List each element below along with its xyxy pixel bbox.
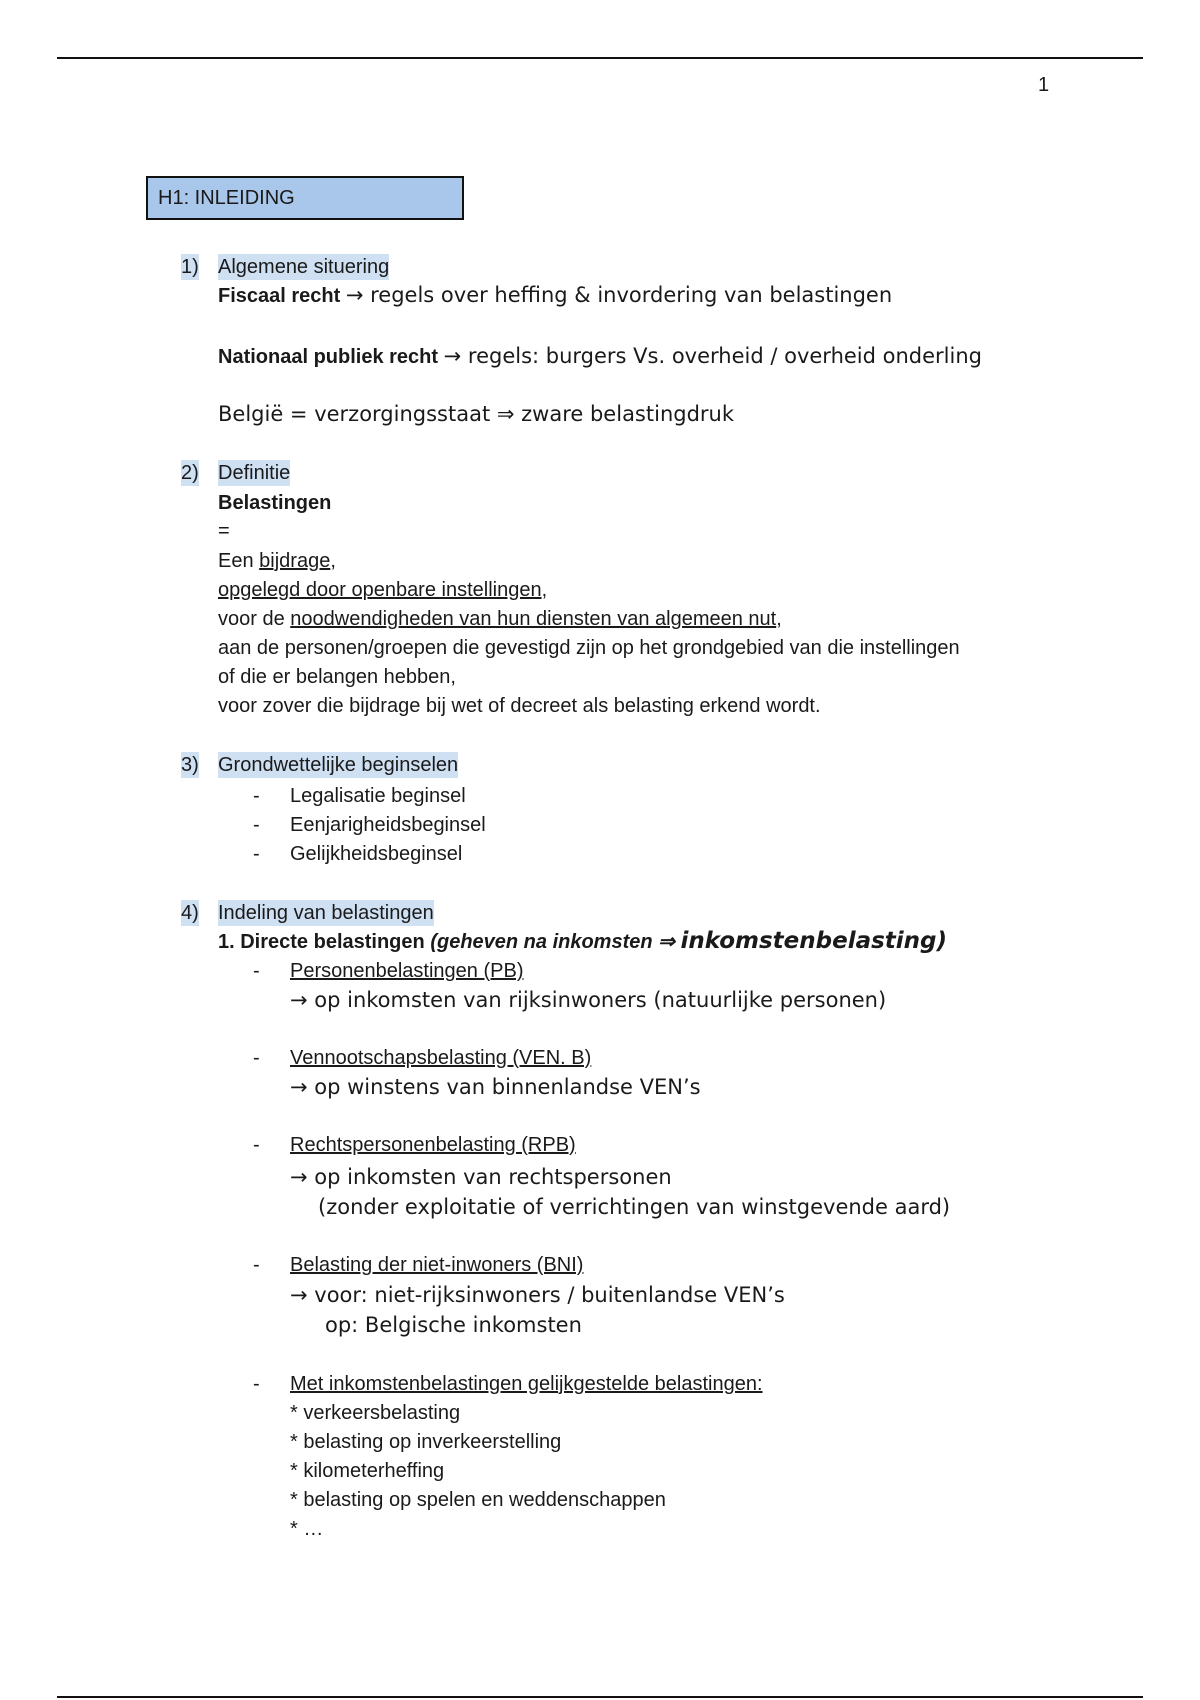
top-rule (57, 57, 1143, 59)
list-dash: - (253, 1047, 260, 1069)
section-2-number: 2) (181, 462, 199, 484)
rpb-title: Rechtspersonenbelasting (RPB) (290, 1134, 576, 1156)
gelijkgestelde-item: * verkeersbelasting (290, 1402, 461, 1424)
page-number: 1 (1038, 74, 1050, 96)
directe-belastingen-note: (geheven na inkomsten ⇒ (430, 931, 681, 953)
definition-line-3-prefix: voor de (218, 608, 291, 630)
beginsel-item: Legalisatie beginsel (290, 785, 466, 807)
gelijkgestelde-item: * … (290, 1518, 324, 1540)
pb-title: Personenbelastingen (PB) (290, 960, 524, 982)
section-1-number: 1) (181, 256, 199, 278)
gelijkgestelde-item: * kilometerheffing (290, 1460, 445, 1482)
nationaal-recht-definition: → regels: burgers Vs. overheid / overheid onderling (443, 344, 982, 368)
nationaal-recht-line (218, 343, 982, 370)
list-dash: - (253, 843, 260, 865)
bni-description: → voor: niet-rijksinwoners / buitenlandse VEN’s (290, 1283, 785, 1307)
list-dash: - (253, 785, 260, 807)
list-dash: - (253, 1134, 260, 1156)
nationaal-recht-term: Nationaal publiek recht (218, 346, 439, 368)
definition-equals: = (218, 520, 230, 542)
section-3-number: 3) (181, 754, 199, 776)
definition-term: Belastingen (218, 492, 332, 514)
list-dash: - (253, 1373, 260, 1395)
definition-line-4: aan de personen/groepen die gevestigd zijn op het grondgebied van die instellingen (218, 637, 960, 659)
chapter-heading: H1: INLEIDING (146, 176, 464, 220)
fiscaal-recht-line (218, 282, 892, 309)
bni-description-continued: op: Belgische inkomsten (325, 1313, 582, 1337)
definition-line-6: voor zover die bijdrage bij wet of decreet als belasting erkend wordt. (218, 695, 821, 717)
section-3-title: Grondwettelijke beginselen (218, 754, 459, 776)
list-dash: - (253, 1254, 260, 1276)
gelijkgestelde-item: * belasting op inverkeerstelling (290, 1431, 562, 1453)
definition-line-1-suffix: , (330, 550, 336, 572)
definition-line-2 (218, 577, 547, 603)
ven-description: → op winstens van binnenlandse VEN’s (290, 1075, 701, 1099)
beginsel-item: Gelijkheidsbeginsel (290, 843, 463, 865)
list-dash: - (253, 960, 260, 982)
gelijkgestelde-title: Met inkomstenbelastingen gelijkgestelde belastingen: (290, 1373, 763, 1395)
gelijkgestelde-item: * belasting op spelen en weddenschappen (290, 1489, 666, 1511)
belgie-statement: België = verzorgingsstaat ⇒ zware belastingdruk (218, 402, 735, 426)
section-4-number: 4) (181, 902, 199, 924)
directe-belastingen-note-emphasis: inkomstenbelasting) (680, 928, 948, 954)
definition-line-2-suffix: , (541, 579, 548, 601)
section-1-title: Algemene situering (218, 256, 390, 278)
bottom-rule (57, 1696, 1143, 1698)
rpb-description-continued: (zonder exploitatie of verrichtingen van winstgevende aard) (318, 1195, 951, 1219)
definition-line-1-underlined: bijdrage (259, 550, 331, 572)
section-4-title: Indeling van belastingen (218, 902, 434, 924)
pb-description: → op inkomsten van rijksinwoners (natuurlijke personen) (290, 988, 887, 1012)
definition-line-3 (218, 606, 782, 632)
definition-line-3-suffix: , (776, 608, 782, 630)
section-2-title: Definitie (218, 462, 291, 484)
definition-line-5: of die er belangen hebben, (218, 666, 456, 688)
directe-belastingen-title: 1. Directe belastingen (218, 931, 425, 953)
definition-line-1 (218, 548, 336, 574)
definition-line-1-prefix: Een (218, 550, 260, 572)
list-dash: - (253, 814, 260, 836)
ven-title: Vennootschapsbelasting (VEN. B) (290, 1047, 592, 1069)
beginsel-item: Eenjarigheidsbeginsel (290, 814, 486, 836)
fiscaal-recht-term: Fiscaal recht (218, 285, 341, 307)
directe-belastingen-heading (218, 928, 947, 955)
definition-line-2-underlined: opgelegd door openbare instellingen (218, 579, 542, 601)
fiscaal-recht-definition: → regels over heffing & invordering van belastingen (345, 283, 893, 307)
bni-title: Belasting der niet-inwoners (BNI) (290, 1254, 584, 1276)
rpb-description: → op inkomsten van rechtspersonen (290, 1165, 672, 1189)
definition-line-3-underlined: noodwendigheden van hun diensten van algemeen nut (290, 608, 777, 630)
